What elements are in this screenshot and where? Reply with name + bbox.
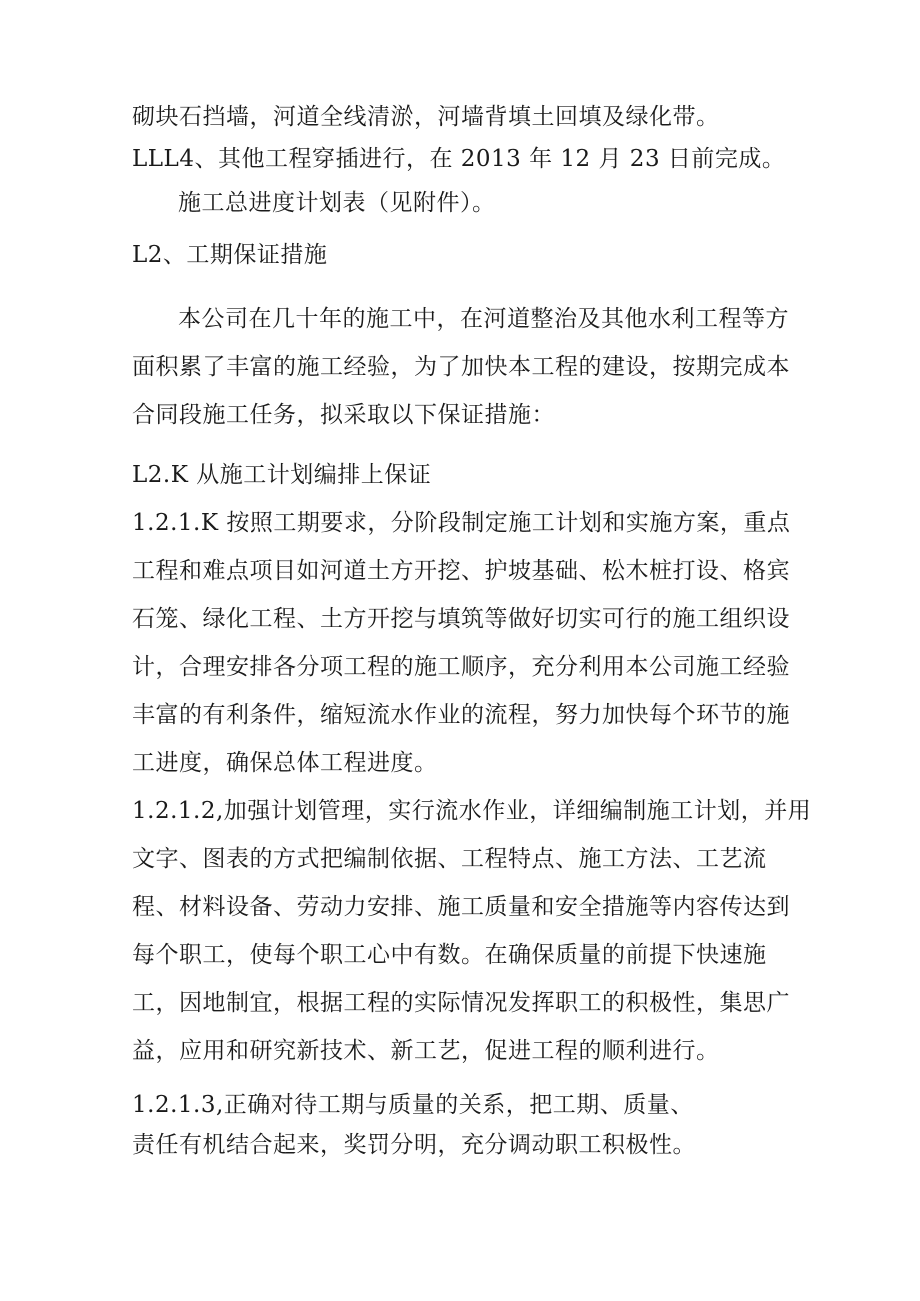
- text-line: 合同段施工任务，拟采取以下保证措施：: [132, 402, 555, 428]
- text-line: 面积累了丰富的施工经验，为了加快本工程的建设，按期完成本: [132, 354, 790, 380]
- text-line: 责任有机结合起来，奖罚分明，充分调动职工积极性。: [132, 1132, 696, 1158]
- text-line: 本公司在几十年的施工中，在河道整治及其他水利工程等方: [178, 306, 789, 332]
- section-heading: L2.K 从施工计划编排上保证: [132, 462, 432, 488]
- section-heading: L2、工期保证措施: [132, 242, 328, 268]
- text-line: 计，合理安排各分项工程的施工顺序，充分利用本公司施工经验: [132, 654, 790, 680]
- text-line: 程、材料设备、劳动力安排、施工质量和安全措施等内容传达到: [132, 894, 790, 920]
- text-line: 工，因地制宜，根据工程的实际情况发挥职工的积极性，集思广: [132, 990, 790, 1016]
- text-line: 文字、图表的方式把编制依据、工程特点、施工方法、工艺流: [132, 846, 767, 872]
- text-line: 工进度，确保总体工程进度。: [132, 750, 438, 776]
- text-line: 工程和难点项目如河道土方开挖、护坡基础、松木桩打设、格宾: [132, 558, 790, 584]
- text-line: 1.2.1.2,加强计划管理，实行流水作业，详细编制施工计划，并用: [132, 798, 812, 824]
- text-line: 砌块石挡墙，河道全线清淤，河墙背填土回填及绿化带。: [132, 104, 720, 130]
- text-line: 石笼、绿化工程、土方开挖与填筑等做好切实可行的施工组织设: [132, 606, 790, 632]
- text-line: 丰富的有利条件，缩短流水作业的流程，努力加快每个环节的施: [132, 702, 790, 728]
- text-line: 益，应用和研究新技术、新工艺，促进工程的顺利进行。: [132, 1038, 720, 1064]
- text-line: LLL4、其他工程穿插进行，在 2013 年 12 月 23 日前完成。: [132, 146, 786, 172]
- text-line: 1.2.1.K 按照工期要求，分阶段制定施工计划和实施方案，重点: [132, 510, 791, 536]
- text-line: 每个职工，使每个职工心中有数。在确保质量的前提下快速施: [132, 942, 767, 968]
- text-line: 施工总进度计划表（见附件）。: [178, 190, 496, 216]
- text-line: 1.2.1.3,正确对待工期与质量的关系，把工期、质量、: [132, 1092, 694, 1118]
